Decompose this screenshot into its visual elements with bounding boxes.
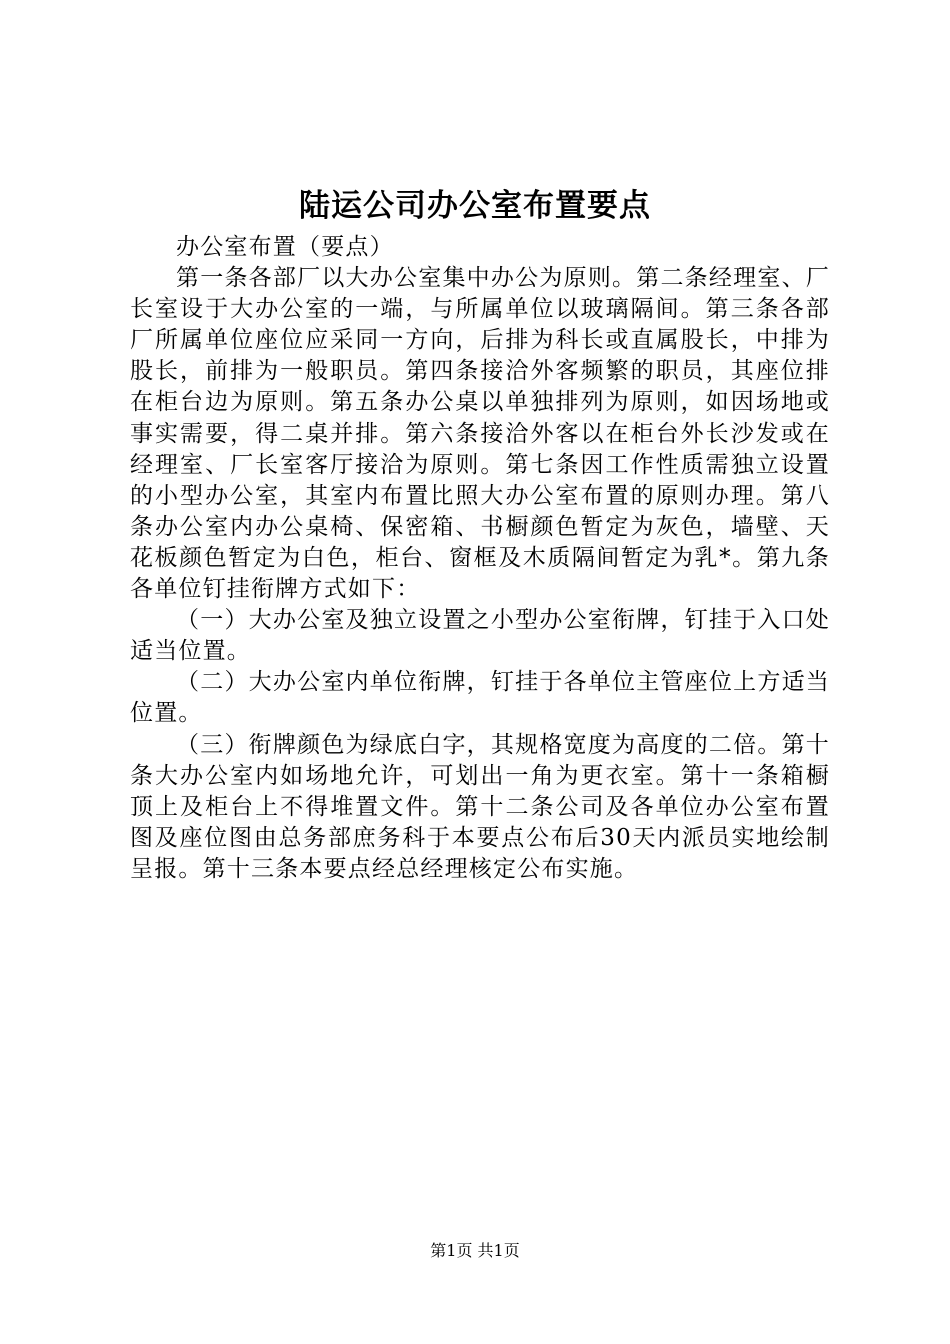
section-heading: 办公室布置（要点） <box>176 234 394 260</box>
page-number-footer: 第1页 共1页 <box>430 1241 520 1260</box>
list-item-3: （三）衔牌颜色为绿底白字，其规格宽度为高度的二倍。第十条大办公室内如场地允许，可划出一角为更衣室。第十一条箱橱顶上及柜台上不得堆置文件。第十二条公司及各单位办公室布置图及座位图由总务部庶务科于本要点公布后30天内派员实地绘制呈报。第十三条本要点经总经理核定公布实施。 <box>130 731 830 882</box>
document-title: 陆运公司办公室布置要点 <box>299 188 651 224</box>
document-body <box>130 232 830 885</box>
body-paragraph: 第一条各部厂以大办公室集中办公为原则。第二条经理室、厂长室设于大办公室的一端，与所属单位以玻璃隔间。第三条各部厂所属单位座位应采同一方向，后排为科长或直属股长，中排为股长，前排为一般职员。第四条接洽外客频繁的职员，其座位排在柜台边为原则。第五条办公桌以单独排列为原则，如因场地或事实需要，得二桌并排。第六条接洽外客以在柜台外长沙发或在经理室、厂长室客厅接洽为原则。第七条因工作性质需独立设置的小型办公室，其室内布置比照大办公室布置的原则办理。第八条办公室内办公桌椅、保密箱、书橱颜色暂定为灰色，墙壁、天花板颜色暂定为白色，柜台、窗框及木质隔间暂定为乳*。第九条各单位钉挂衔牌方式如下： <box>130 265 830 603</box>
list-item-1: （一）大办公室及独立设置之小型办公室衔牌，钉挂于入口处适当位置。 <box>130 607 830 665</box>
list-item-2: （二）大办公室内单位衔牌，钉挂于各单位主管座位上方适当位置。 <box>130 669 830 727</box>
